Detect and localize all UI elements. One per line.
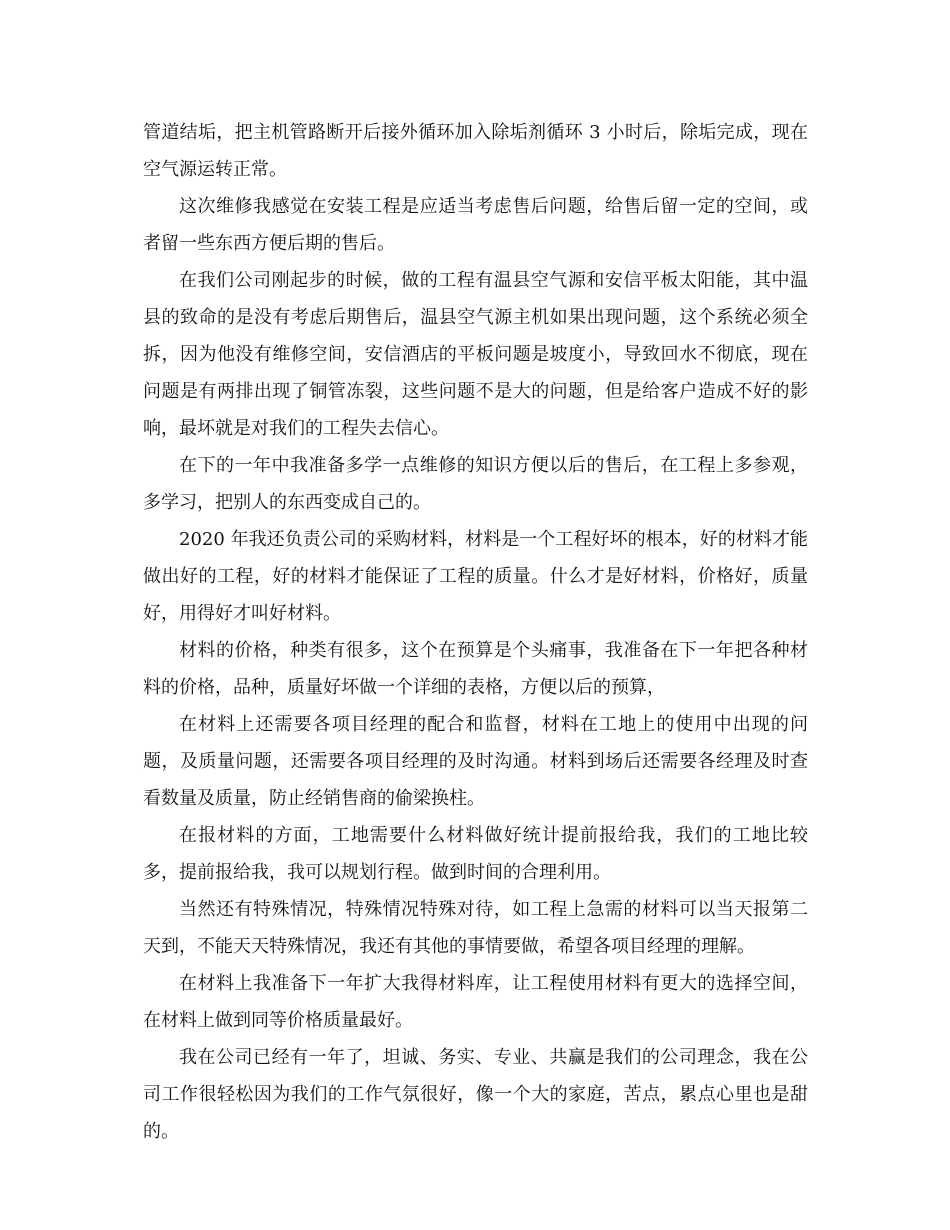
paragraph: 在报材料的方面，工地需要什么材料做好统计提前报给我，我们的工地比较多，提前报给我，我可以规划行程。做到时间的合理利用。 (143, 825, 808, 883)
paragraph-continuation: 管道结垢，把主机管路断开后接外循环加入除垢剂循环 3 小时后，除垢完成，现在空气源运转正常。 (143, 122, 808, 180)
paragraph: 我在公司已经有一年了，坦诚、务实、专业、共赢是我们的公司理念，我在公司工作很轻松因为我们的工作气氛很好，像一个大的家庭，苦点，累点心里也是甜的。 (143, 1047, 808, 1142)
paragraph: 这次维修我感觉在安装工程是应适当考虑售后问题，给售后留一定的空间，或者留一些东西方便后期的售后。 (143, 196, 808, 254)
paragraph: 在下的一年中我准备多学一点维修的知识方便以后的售后，在工程上多参观，多学习，把别人的东西变成自己的。 (143, 455, 808, 513)
paragraph: 2020 年我还负责公司的采购材料，材料是一个工程好坏的根本，好的材料才能做出好的工程，好的材料才能保证了工程的质量。什么才是好材料，价格好，质量好，用得好才叫好材料。 (143, 529, 808, 624)
paragraph: 在材料上我准备下一年扩大我得材料库，让工程使用材料有更大的选择空间，在材料上做到同等价格质量最好。 (143, 973, 808, 1031)
paragraph: 当然还有特殊情况，特殊情况特殊对待，如工程上急需的材料可以当天报第二天到，不能天天特殊情况，我还有其他的事情要做，希望各项目经理的理解。 (143, 899, 808, 957)
paragraph: 在材料上还需要各项目经理的配合和监督，材料在工地上的使用中出现的问题，及质量问题，还需要各项目经理的及时沟通。材料到场后还需要各经理及时查看数量及质量，防止经销售商的偷梁换柱。 (143, 714, 808, 809)
document-body (143, 114, 808, 1150)
paragraph: 材料的价格，种类有很多，这个在预算是个头痛事，我准备在下一年把各种材料的价格，品种，质量好坏做一个详细的表格，方便以后的预算， (143, 640, 808, 698)
paragraph: 在我们公司刚起步的时候，做的工程有温县空气源和安信平板太阳能，其中温县的致命的是没有考虑后期售后，温县空气源主机如果出现问题，这个系统必须全拆，因为他没有维修空间，安信酒店的平板问题是坡度小，导致回水不彻底，现在问题是有两排出现了铜管冻裂，这些问题不是大的问题，但是给客户造成不好的影响，最坏就是对我们的工程失去信心。 (143, 270, 808, 439)
